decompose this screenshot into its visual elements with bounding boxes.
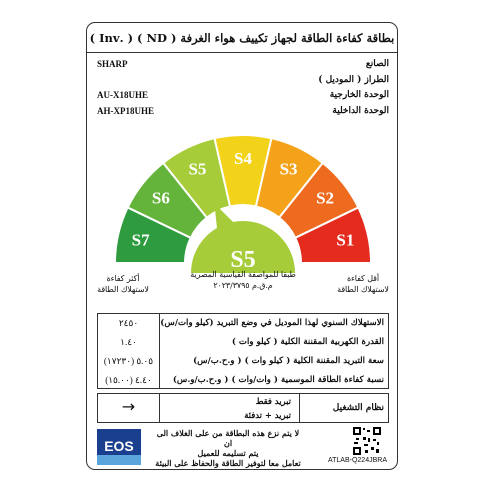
gauge-label-s6: S6 [151, 188, 170, 208]
qr-code [353, 427, 381, 455]
info-values [97, 57, 154, 119]
info-value-manufacturer: SHARP [97, 59, 128, 69]
note-standard [173, 269, 313, 291]
footer-line-2: يتم تسليمه للعميل [197, 448, 259, 458]
info-label-model: الطراز ( الموديل ) [318, 74, 389, 85]
value-cooling-capacity: ٥.٠٥ (١٧٢٣٠) [103, 356, 154, 366]
gauge-label-s5: S5 [188, 159, 207, 179]
label-title: بطاقة كفاءة الطاقة لجهاز تكييف هواء الغرفة ( ND ) ( .Inv ) [87, 23, 397, 53]
footer-line-1: لا يتم نزع هذه البطاقة من على الغلاف الى ان [156, 428, 300, 448]
gauge-label-s4: S4 [234, 149, 252, 168]
label-seer: نسبة كفاءة الطاقة الموسمية ( وات/وات ) ( و.ح.ب/و.س) [172, 375, 384, 385]
note-more-efficient-line2: لاستهلاك الطاقة [97, 285, 149, 294]
option-cooling-heating: تبريد + تدفئة [244, 410, 291, 420]
value-seer: ٤.٤٠ (١٥.٠٠) [105, 375, 152, 385]
performance-table [97, 313, 389, 389]
label-annual-consumption: الاستهلاك السنوي لهذا الموديل في وضع التبريد (كيلو وات/س) [160, 318, 384, 328]
gauge-label-s3: S3 [279, 159, 298, 179]
gauge-label-s2: S2 [316, 188, 335, 208]
arrow-right-icon: → [98, 394, 160, 422]
performance-labels [158, 314, 388, 388]
info-value-outdoor-unit: AU-X18UHE [97, 90, 148, 100]
energy-label-card [86, 22, 398, 470]
info-value-indoor-unit: AH-XP18UHE [97, 105, 154, 116]
value-annual-consumption: ٢٤٥٠ [118, 318, 139, 328]
info-label-manufacturer: الصانع [365, 59, 389, 69]
gauge-label-s1: S1 [336, 230, 355, 250]
note-less-efficient-line2: لاستهلاك الطاقة [337, 285, 389, 294]
info-label-outdoor-unit: الوحدة الخارجية [329, 90, 389, 100]
note-less-efficient-line1: أقل كفاءة [346, 274, 380, 283]
option-cooling-only: تبريد فقط [255, 396, 291, 406]
info-value-model [97, 73, 154, 89]
note-standard-line1: طبقا للمواصفة القياسية المصرية [190, 270, 296, 279]
note-standard-line2: م.ق.م ٢٠٢٣/٣٧٩٥ [213, 281, 273, 290]
info-label-indoor-unit: الوحدة الداخلية [332, 105, 389, 116]
footer-line-3: تعامل معا لتوفير الطاقة والحفاظ على البيئة [155, 458, 301, 468]
product-info [87, 57, 397, 131]
label-model-code: ATLAB-Q224JBRA [327, 457, 387, 464]
performance-values [98, 314, 160, 388]
label-cooling-capacity: سعة التبريد المقننة الكلية ( كيلو وات ) ( و.ح.ب/س) [193, 356, 384, 366]
eos-logo [97, 429, 141, 465]
label-rated-power: القدرة الكهربية المقننة الكلية ( كيلو وات ) [231, 337, 384, 347]
note-less-efficient [333, 273, 393, 295]
operation-options [160, 394, 300, 422]
eos-logo-text: EOS [104, 438, 134, 454]
footer-notice [153, 428, 303, 468]
note-more-efficient-line1: أكثر كفاءة [106, 274, 140, 283]
info-labels [318, 57, 389, 119]
note-more-efficient [93, 273, 153, 295]
gauge-label-s7: S7 [131, 230, 150, 250]
value-rated-power: ١.٤٠ [120, 337, 137, 347]
gauge-rating-text: S5 [230, 247, 256, 273]
operation-mode-section [97, 393, 389, 423]
operation-mode-label: نظام التشغيل [332, 403, 384, 413]
label-footer [97, 427, 389, 467]
